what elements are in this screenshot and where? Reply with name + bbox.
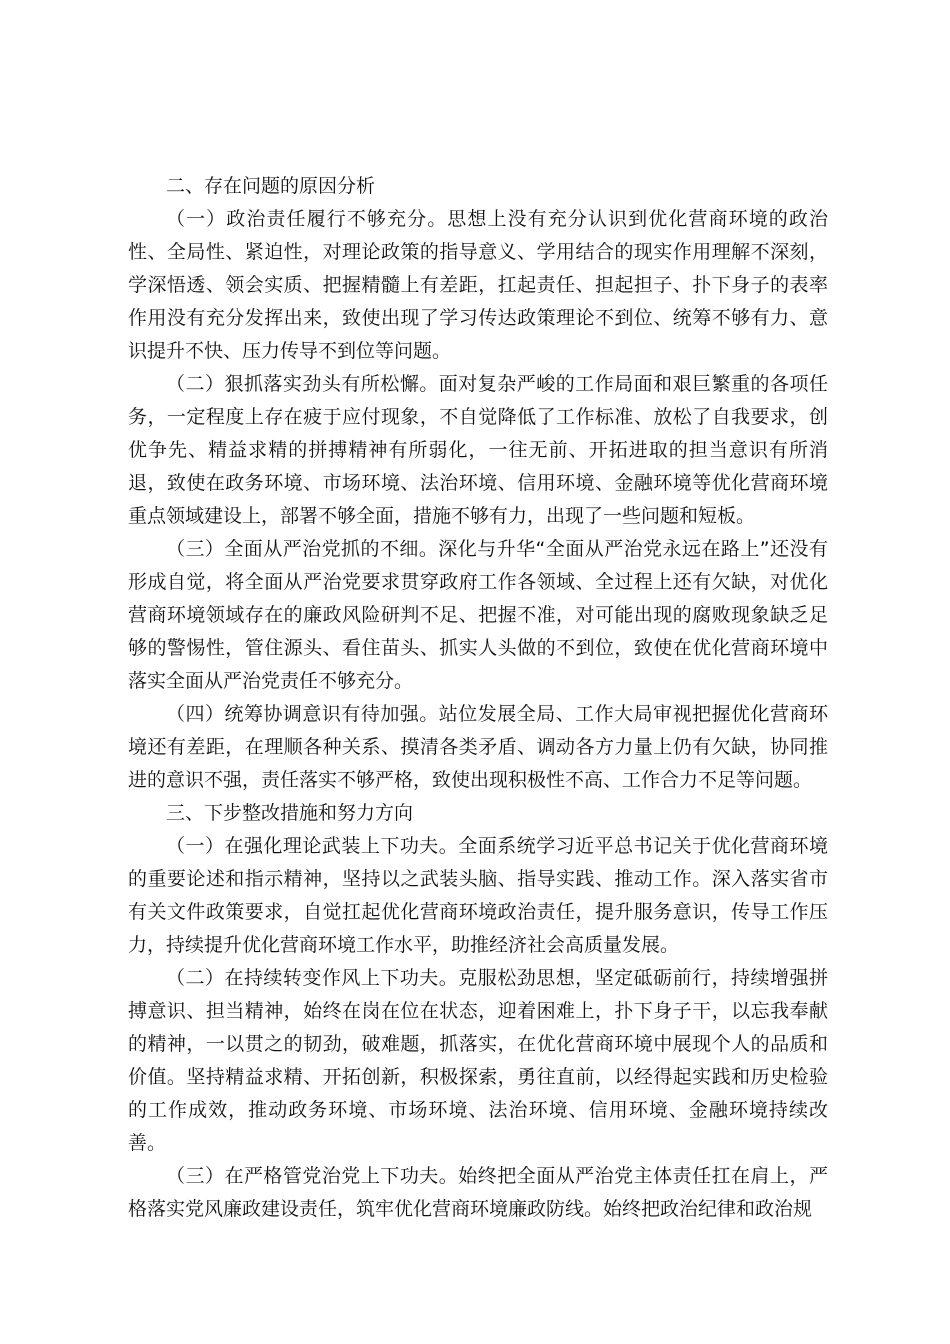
paragraph: （三）全面从严治党抓的不细。深化与升华“全面从严治党永远在路上”还没有形成自觉，将全面从严治党要求贯穿政府工作各领域、全过程上还有欠缺，对优化营商环境领域存在的廉政风险研判不足、把握不准，对可能出现的腐败现象缺乏足够的警惕性，管住源头、看住苗头、抓实人头做的不到位，致使在优化营商环境中落实全面从严治党责任不够充分。 [128,538,828,692]
section-heading: 三、下步整改措施和努力方向 [166,802,414,824]
paragraph: （二）在持续转变作风上下功夫。克服松劲思想，坚定砥砺前行，持续增强拼搏意识、担当精神，始终在岗在位在状态，迎着困难上，扑下身子干，以忘我奉献的精神，一以贯之的韧劲，破难题，抓落实，在优化营商环境中展现个人的品质和价值。坚持精益求精、开拓创新，积极探索，勇往直前，以经得起实践和历史检验的工作成效，推动政务环境、市场环境、法治环境、信用环境、金融环境持续改善。 [128,967,828,1154]
paragraph: （三）在严格管党治党上下功夫。始终把全面从严治党主体责任扛在肩上，严格落实党风廉政建设责任，筑牢优化营商环境廉政防线。始终把政治纪律和政治规 [128,1165,828,1220]
section-heading: 二、存在问题的原因分析 [166,175,376,197]
document-body [128,170,828,1226]
paragraph: （二）狠抓落实劲头有所松懈。面对复杂严峻的工作局面和艰巨繁重的各项任务，一定程度上存在疲于应付现象，不自觉降低了工作标准、放松了自我要求，创优争先、精益求精的拼搏精神有所弱化，一往无前、开拓进取的担当意识有所消退，致使在政务环境、市场环境、法治环境、信用环境、金融环境等优化营商环境重点领域建设上，部署不够全面，措施不够有力，出现了一些问题和短板。 [128,373,828,527]
paragraph: （四）统筹协调意识有待加强。站位发展全局、工作大局审视把握优化营商环境还有差距，在理顺各种关系、摸清各类矛盾、调动各方力量上仍有欠缺，协同推进的意识不强，责任落实不够严格，致使出现积极性不高、工作合力不足等问题。 [128,703,828,791]
paragraph: （一）在强化理论武装上下功夫。全面系统学习近平总书记关于优化营商环境的重要论述和指示精神，坚持以之武装头脑、指导实践、推动工作。深入落实省市有关文件政策要求，自觉扛起优化营商环境政治责任，提升服务意识，传导工作压力，持续提升优化营商环境工作水平，助推经济社会高质量发展。 [128,835,828,956]
paragraph: （一）政治责任履行不够充分。思想上没有充分认识到优化营商环境的政治性、全局性、紧迫性，对理论政策的指导意义、学用结合的现实作用理解不深刻，学深悟透、领会实质、把握精髓上有差距，扛起责任、担起担子、扑下身子的表率作用没有充分发挥出来，致使出现了学习传达政策理论不到位、统筹不够有力、意识提升不快、压力传导不到位等问题。 [128,208,828,362]
